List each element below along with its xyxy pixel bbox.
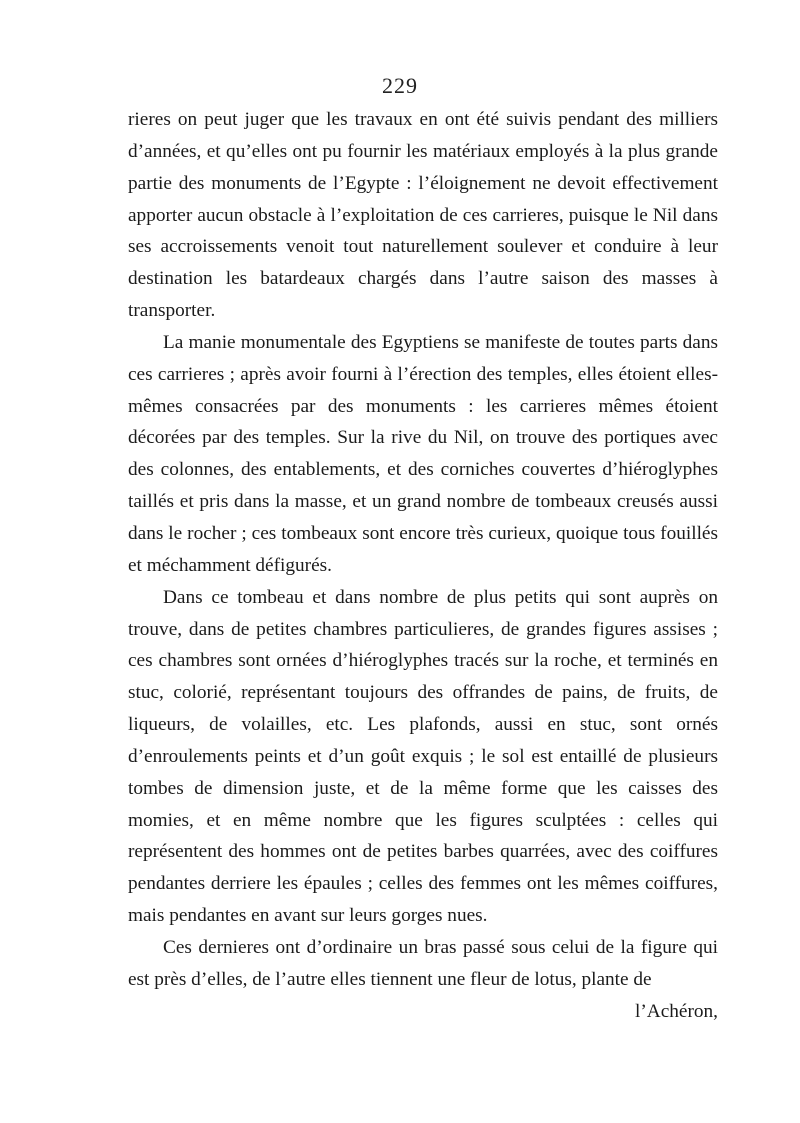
paragraph-4: Ces dernieres ont d’ordinaire un bras passé sous celui de la figure qui est près d’elles, de l’autre elles tiennent une fleur de lotus, plante de (128, 936, 718, 990)
paragraph-1: rieres on peut juger que les travaux en ont été suivis pendant des milliers d’années, et qu’elles ont pu fournir les matériaux employés à la plus grande partie des monuments de l’Egypte : l’éloignement ne devoit effectivement apporter aucun obstacle à l’exploitation de ces carrieres, puisque le Nil dans ses accroissements venoit tout naturellement soulever et conduire à leur destination les batardeaux chargés dans l’autre saison des masses à transporter. (128, 109, 718, 322)
paragraph-2: La manie monumentale des Egyptiens se manifeste de toutes parts dans ces carrieres ; après avoir fourni à l’érection des temples, elles étoient elles-mêmes consacrées par des monuments : les carrieres mêmes étoient décorées par des temples. Sur la rive du Nil, on trouve des portiques avec des colonnes, des entablements, et des corniches couvertes d’hiéroglyphes taillés et pris dans la masse, et un grand nombre de tombeaux creusés aussi dans le rocher ; ces tombeaux sont encore très curieux, quoique tous fouillés et méchamment défigurés. (128, 331, 718, 576)
paragraph-3: Dans ce tombeau et dans nombre de plus petits qui sont auprès on trouve, dans de petites chambres particulieres, de grandes figures assises ; ces chambres sont ornées d’hiéroglyphes tracés sur la roche, et terminés en stuc, colorié, représentant toujours des offrandes de pains, de fruits, de liqueurs, de volailles, etc. Les plafonds, aussi en stuc, sont ornés d’enroulements peints et d’un goût exquis ; le sol est entaillé de plusieurs tombes de dimension juste, et de la même forme que les caisses des momies, et en même nombre que les figures sculptées : celles qui représentent des hommes ont de petites barbes quarrées, avec des coiffures pendantes derriere les épaules ; celles des femmes ont les mêmes coiffures, mais pendantes en avant sur leurs gorges nues. (128, 586, 718, 927)
page-number: 229 (382, 73, 418, 98)
body-text (128, 104, 718, 1027)
paragraph-4-final-line: l’Achéron, (635, 1000, 718, 1022)
